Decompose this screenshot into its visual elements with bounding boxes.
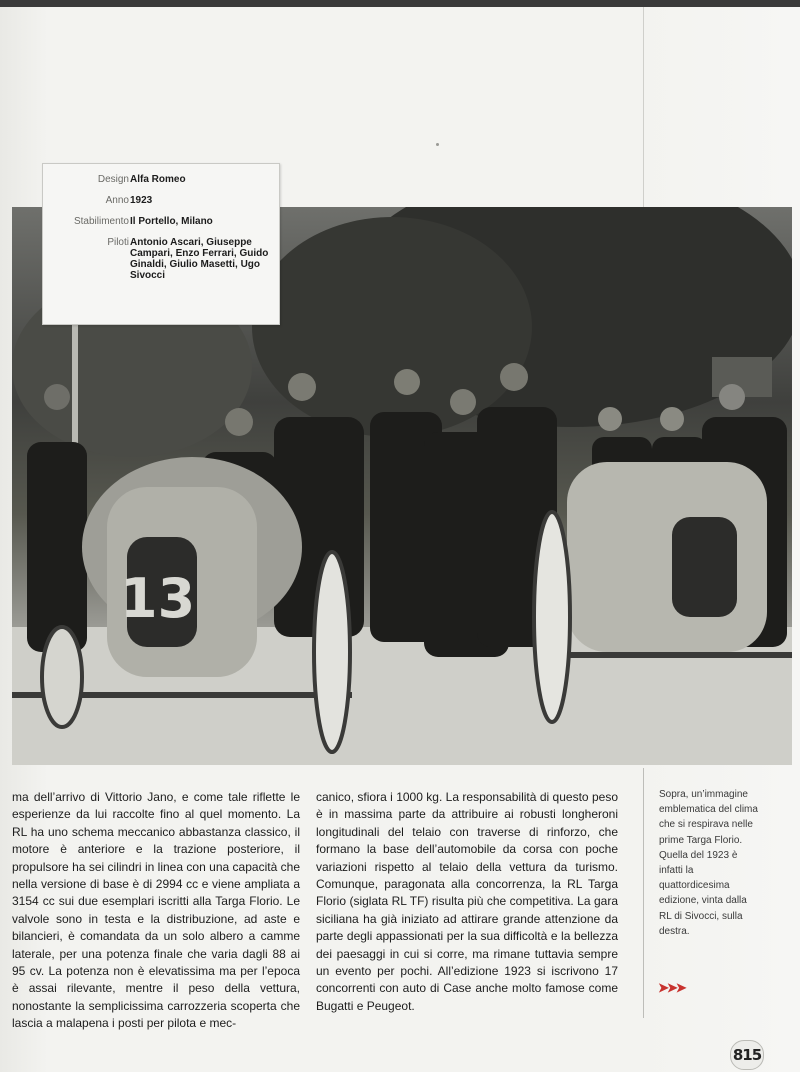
spec-label: Stabilimento bbox=[73, 216, 129, 227]
spec-value: Il Portello, Milano bbox=[130, 216, 213, 227]
spec-label: Anno bbox=[105, 195, 129, 206]
body-column-middle: canico, sfiora i 1000 kg. La responsabilità di questo peso è in massima parte da attribuire ai robusti longheroni longitudinali del telaio con traverse di rinforzo, che formano la base dell’automobile da corsa con poche variazioni rispetto al telaio della vettura da turismo. Comunque, paragonata alla concorrenza, la RL Targa Florio (siglata RL TF) risulta più che competitiva. La gara siciliana ha già iniziato ad attirare grande attenzione da parte degli appassionati per la sua difficoltà e la bellezza dei paesaggi in cui si corre, ma rimane tuttavia sempre un evento per pochi. All’edizione 1923 si iscrivono 17 concorrenti con auto di Case anche molto famose come Bugatti e Peugeot. bbox=[316, 790, 618, 1013]
trees-center bbox=[252, 217, 532, 437]
page-divider bbox=[643, 7, 644, 207]
spec-box bbox=[42, 163, 280, 325]
page-number: 815 bbox=[730, 1040, 764, 1070]
spec-value: Antonio Ascari, Giuseppe Campari, Enzo Ferrari, Guido Ginaldi, Giulio Masetti, Ugo Sivocci bbox=[130, 237, 269, 281]
photo-caption: Sopra, un’immagine emblematica del clima che si respirava nelle prime Targa Florio. Quella del 1923 è infatti la quattordicesima edizione, vinta dalla RL di Sivocci, sulla destra. bbox=[659, 789, 758, 937]
spec-label: Design bbox=[97, 174, 129, 185]
car-number: 13 bbox=[120, 567, 196, 630]
body-column-left: ma dell’arrivo di Vittorio Jano, e come tale riflette le esperienze da lui raccolte fino al quel momento. La RL ha uno schema meccanico abbastanza classico, il motore è anteriore e la trazione posteriore, il propulsore ha sei cilindri in linea con una capacità che nella versione di base è di 2994 cc e viene ampliata a 3154 cc sui due esemplari iscritti alla Targa Florio. Le valvole sono in testa e la distribuzione, ad aste e bilancieri, è comandata da un solo albero a camme laterale, per una potenza finale che varia dagli 88 ai 95 cv. La potenza non è elevatissima ma per l’epoca è assai rilevante, mentre il peso della vettura, nonostante la semplicissima carrozzeria scoperta che lascia a malapena i posti per pilota e mec- bbox=[12, 790, 300, 1031]
top-strip bbox=[0, 0, 800, 7]
spec-value: Alfa Romeo bbox=[130, 174, 186, 185]
spec-value: 1923 bbox=[130, 195, 153, 206]
caption-divider bbox=[643, 768, 644, 1018]
spec-label: Piloti bbox=[107, 237, 129, 248]
arrow-icon: ➤➤➤ bbox=[658, 980, 685, 995]
paper-mark bbox=[436, 143, 439, 146]
